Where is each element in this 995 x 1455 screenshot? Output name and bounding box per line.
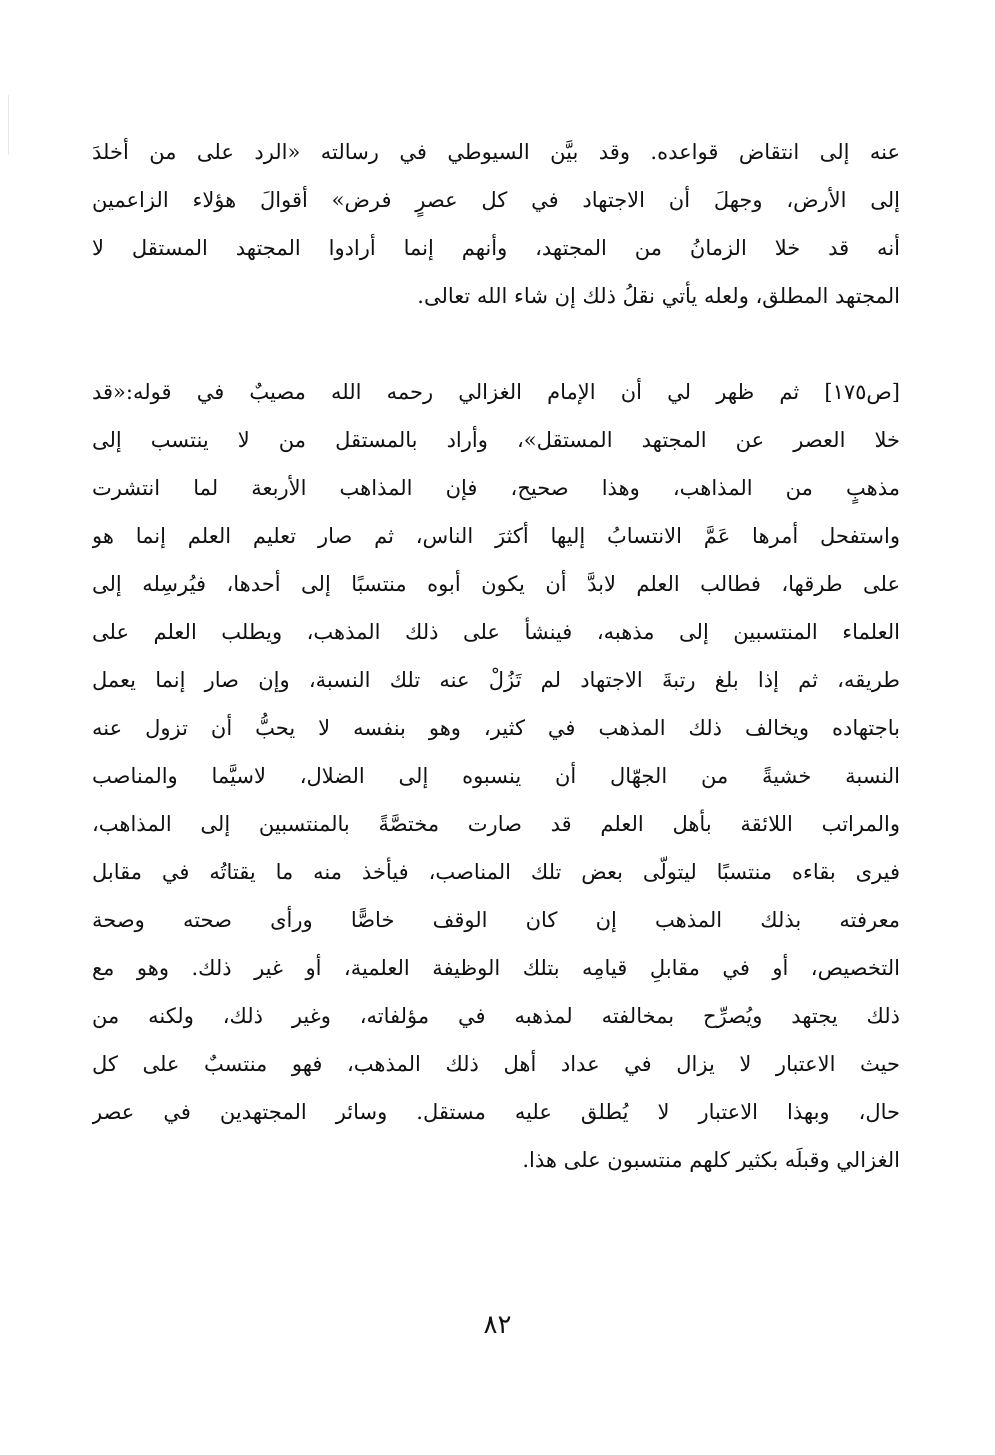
text-line: عنه إلى انتقاض قواعده. وقد بيَّن السيوطي في رسالته «الرد على من أخلدَ bbox=[92, 140, 900, 164]
text-line: والمراتب اللائقة بأهل العلم قد صارت مختصَّةً بالمنتسبين إلى المذاهب، bbox=[92, 812, 900, 836]
text-line: على طرقها، فطالب العلم لابدَّ أن يكون أبوه منتسبًا إلى أحدها، فيُرسِله إلى bbox=[92, 572, 900, 596]
text-line: خلا العصر عن المجتهد المستقل»، وأراد بالمستقل من لا ينتسب إلى bbox=[92, 428, 900, 452]
text-line: أنه قد خلا الزمانُ من المجتهد، وأنهم إنما أرادوا المجتهد المستقل لا bbox=[92, 236, 900, 260]
text-line: باجتهاده ويخالف ذلك المذهب في كثير، وهو بنفسه لا يحبُّ أن تزول عنه bbox=[92, 716, 900, 740]
text-line: المجتهد المطلق، ولعله يأتي نقلُ ذلك إن شاء الله تعالى. bbox=[417, 284, 900, 308]
text-line: حيث الاعتبار لا يزال في عداد أهل ذلك المذهب، فهو منتسبٌ على كل bbox=[92, 1052, 900, 1076]
text-line: ذلك يجتهد ويُصرِّح بمخالفته لمذهبه في مؤلفاته، وغير ذلك، ولكنه من bbox=[92, 1004, 900, 1028]
text-line: حال، وبهذا الاعتبار لا يُطلق عليه مستقل. وسائر المجتهدين في عصر bbox=[92, 1100, 900, 1124]
text-line: التخصيص، أو في مقابلِ قيامِه بتلك الوظيفة العلمية، أو غير ذلك. وهو مع bbox=[92, 956, 900, 980]
paragraph-1 bbox=[92, 128, 900, 320]
text-line: إلى الأرض، وجهلَ أن الاجتهاد في كل عصرٍ فرض» أقوالَ هؤلاء الزاعمين bbox=[92, 188, 900, 212]
text-line: معرفته بذلك المذهب إن كان الوقف خاصًّا ورأى صحته وصحة bbox=[92, 908, 900, 932]
page-number: ٨٢ bbox=[483, 1310, 512, 1340]
paragraph-2 bbox=[92, 368, 900, 1184]
scan-margin-mark bbox=[8, 95, 9, 155]
text-line: فيرى بقاءه منتسبًا ليتولّى بعض تلك المناصب، فيأخذ منه ما يقتاتُه في مقابل bbox=[92, 860, 900, 884]
text-line: [ص١٧٥] ثم ظهر لي أن الإمام الغزالي رحمه الله مصيبٌ في قوله:«قد bbox=[92, 380, 900, 404]
text-line: الغزالي وقبلَه بكثير كلهم منتسبون على هذا. bbox=[522, 1148, 900, 1172]
text-line: طريقه، ثم إذا بلغ رتبةَ الاجتهاد لم تَزُلْ عنه تلك النسبة، وإن صار إنما يعمل bbox=[92, 668, 900, 692]
text-line: العلماء المنتسبين إلى مذهبه، فينشأ على ذلك المذهب، ويطلب العلم على bbox=[92, 620, 900, 644]
text-line: مذهبٍ من المذاهب، وهذا صحيح، فإن المذاهب الأربعة لما انتشرت bbox=[92, 476, 900, 500]
text-line: واستفحل أمرها عَمَّ الانتسابُ إليها أكثرَ الناس، ثم صار تعليم العلم إنما هو bbox=[92, 524, 900, 548]
text-line: النسبة خشيةً من الجهّال أن ينسبوه إلى الضلال، لاسيَّما والمناصب bbox=[92, 764, 900, 788]
